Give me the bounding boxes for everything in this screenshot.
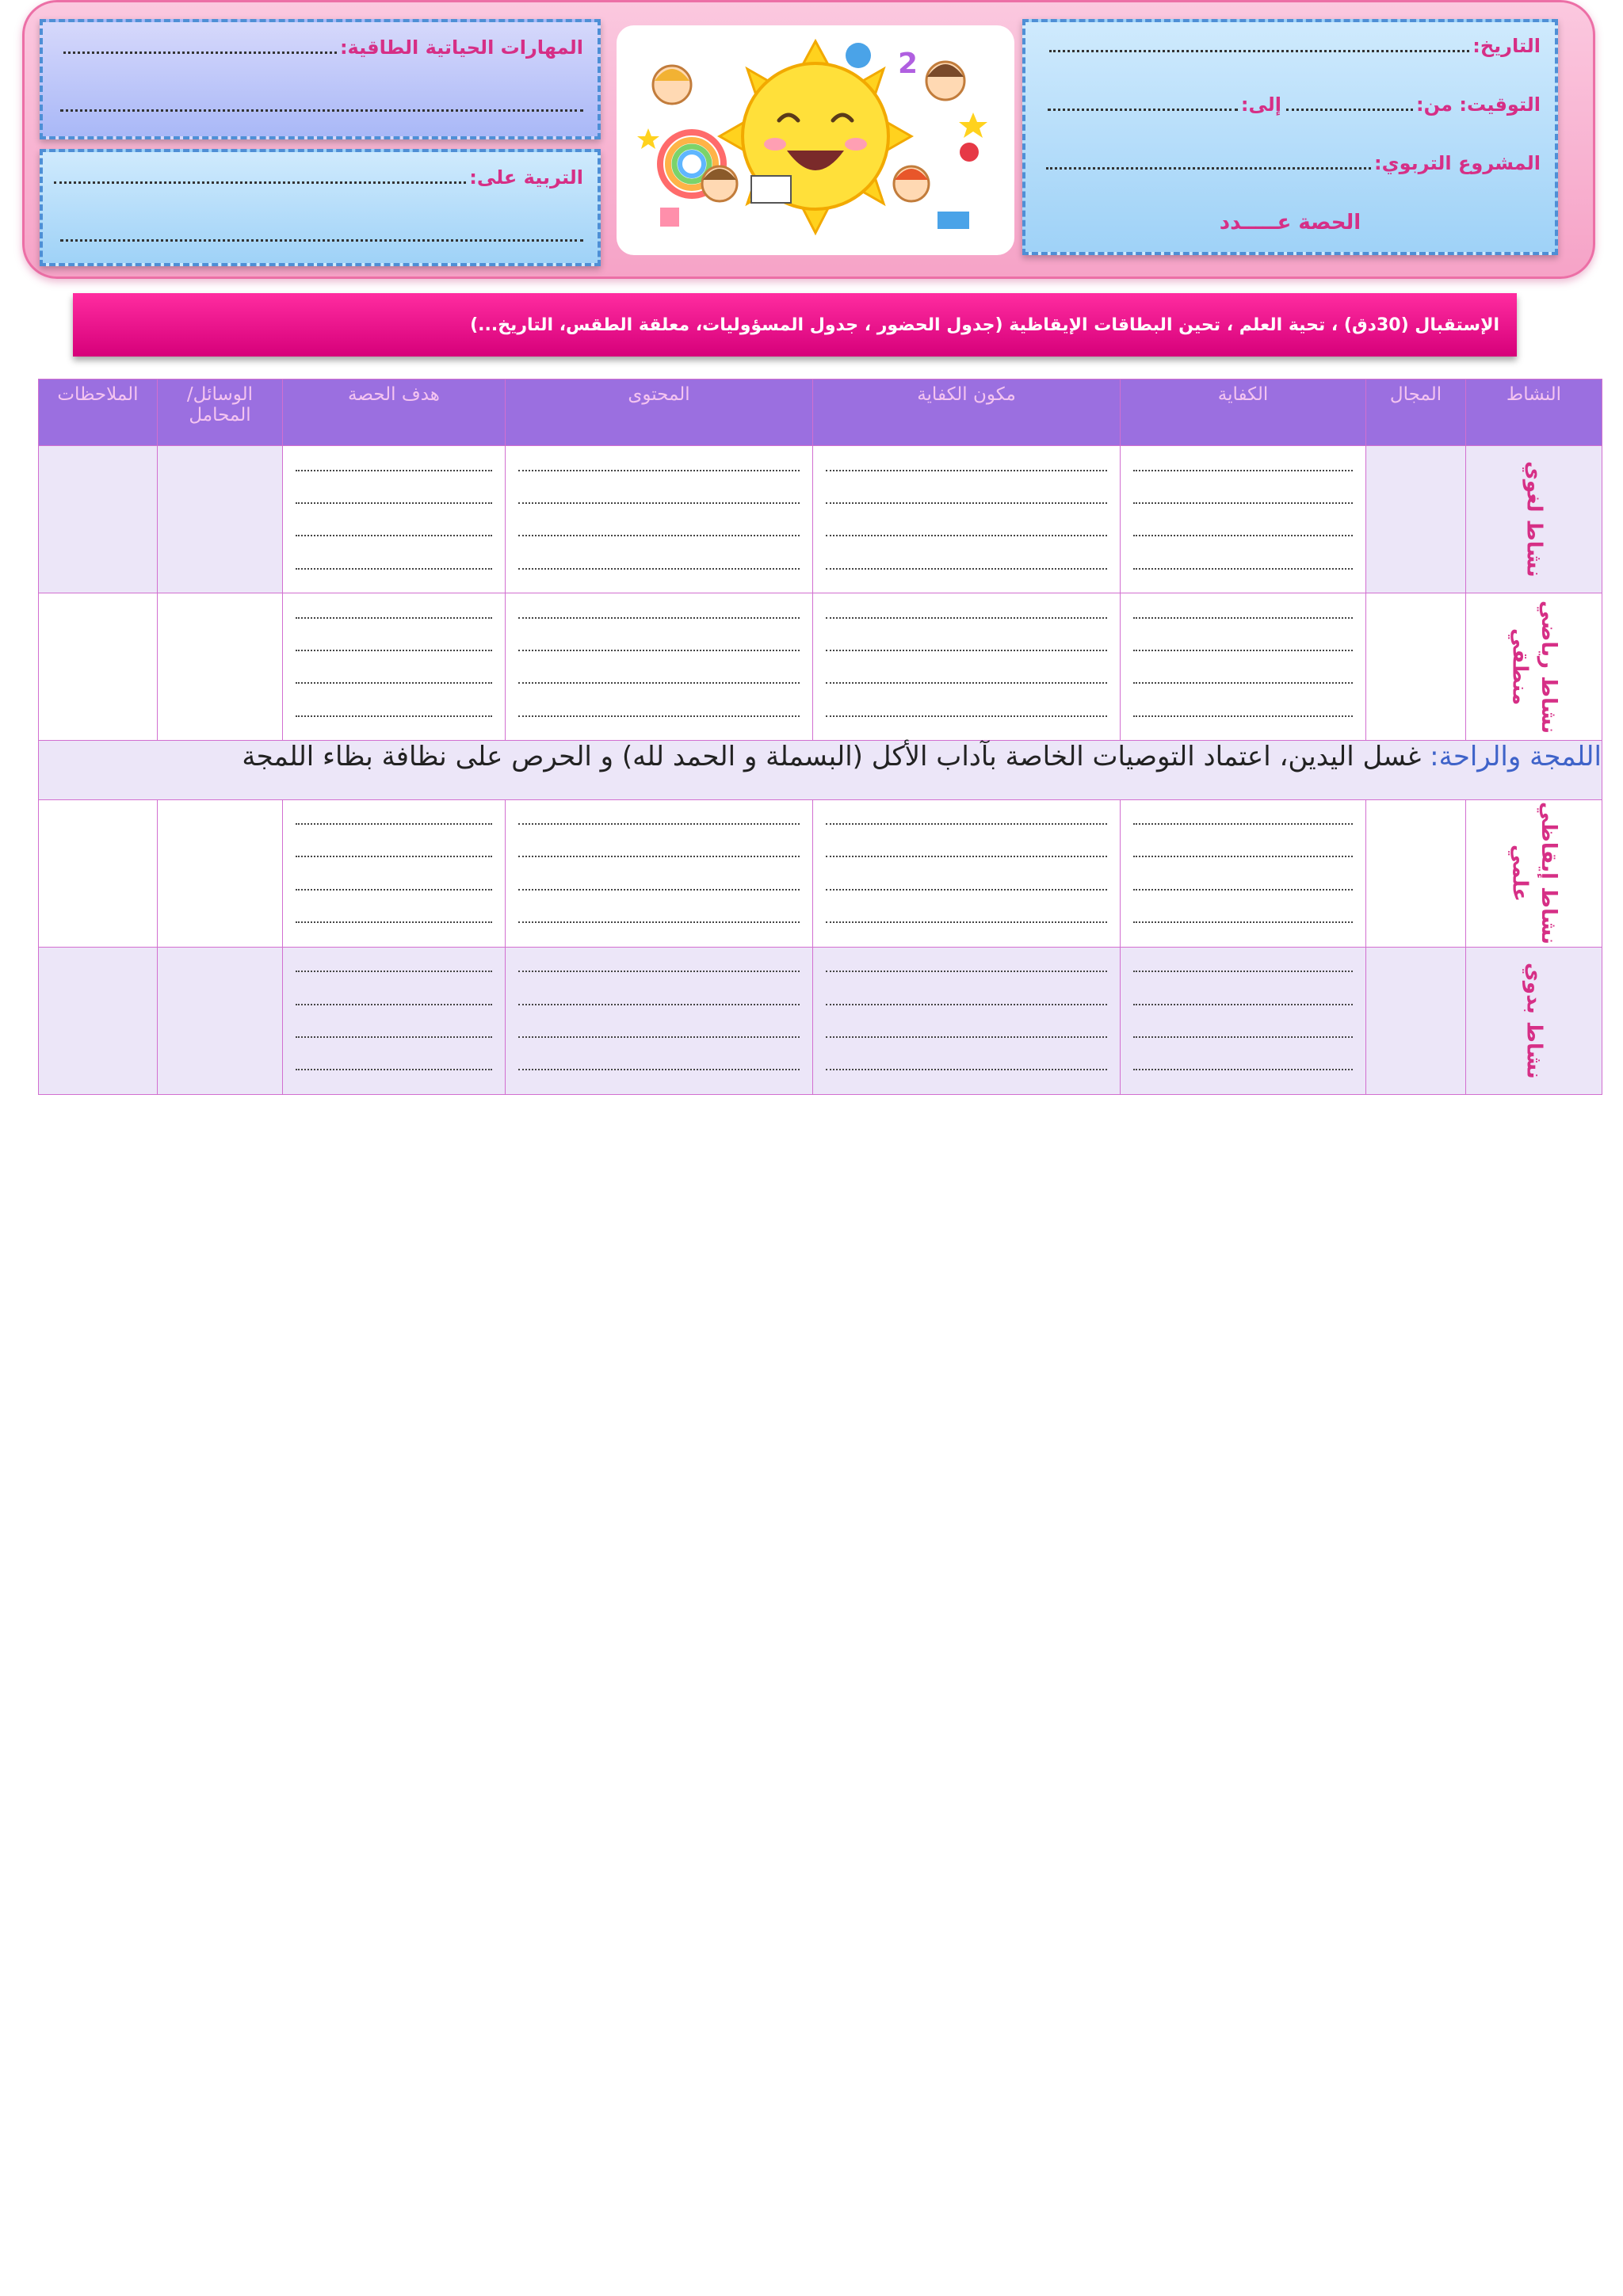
materials-cell[interactable] (158, 446, 283, 593)
rest-title: اللمجة والراحة: (1430, 741, 1602, 773)
reception-text: الإستقبال (30دق) ، تحية العلم ، تحين البطاقات الإيقاظية (جدول الحضور ، جدول المسؤوليات، معلقة الطقس، التاريخ...) (470, 315, 1499, 335)
content-cell[interactable] (506, 446, 813, 593)
competence-cell[interactable] (1121, 799, 1366, 947)
activity-label: نشاط لغوي (1522, 461, 1546, 578)
materials-cell[interactable] (158, 799, 283, 947)
domain-cell[interactable] (1366, 799, 1466, 947)
education-label: التربية على: (469, 166, 583, 189)
notes-cell[interactable] (39, 947, 158, 1094)
header-notes: الملاحظات (39, 379, 158, 446)
rest-text: غسل اليدين، اعتماد التوصيات الخاصة بآداب الأكل (البسملة و الحمد لله) و الحرص على نظافة بظاء اللمجة (242, 741, 1430, 773)
project-field[interactable] (1046, 167, 1371, 170)
life-skills-field-line-2[interactable] (60, 109, 583, 112)
header-materials: الوسائل/ المحامل (158, 379, 283, 446)
notes-cell[interactable] (39, 799, 158, 947)
table-row (39, 947, 1602, 1094)
header-domain: المجال (1366, 379, 1466, 446)
materials-cell[interactable] (158, 947, 283, 1094)
session-goal-cell[interactable] (283, 446, 506, 593)
content-cell[interactable] (506, 593, 813, 741)
date-label: التاريخ: (1472, 35, 1541, 57)
session-goal-cell[interactable] (283, 947, 506, 1094)
life-skills-field[interactable] (63, 51, 337, 54)
education-field-line-2[interactable] (60, 239, 583, 242)
table-row (39, 593, 1602, 741)
project-label: المشروع التربوي: (1374, 152, 1541, 174)
activity-label: نشاط إيقاظي علمي (1507, 802, 1560, 945)
competence-component-cell[interactable] (813, 947, 1121, 1094)
session-goal-cell[interactable] (283, 593, 506, 741)
activity-plan-table (38, 379, 1602, 1095)
competence-cell[interactable] (1121, 446, 1366, 593)
header-competence: الكفاية (1121, 379, 1366, 446)
header-session-goal: هدف الحصة (283, 379, 506, 446)
header-content: المحتوى (506, 379, 813, 446)
content-cell[interactable] (506, 947, 813, 1094)
rest-row (39, 741, 1602, 799)
reception-banner (73, 293, 1517, 357)
notes-cell[interactable] (39, 446, 158, 593)
svg-text:2: 2 (898, 48, 918, 80)
table-row (39, 799, 1602, 947)
competence-component-cell[interactable] (813, 799, 1121, 947)
education-field[interactable] (54, 181, 466, 184)
competence-cell[interactable] (1121, 593, 1366, 741)
competence-cell[interactable] (1121, 947, 1366, 1094)
education-box (40, 149, 601, 266)
header-activity: النشاط (1466, 379, 1602, 446)
domain-cell[interactable] (1366, 947, 1466, 1094)
date-field[interactable] (1049, 50, 1469, 52)
time-from-label: التوقيت: من: (1415, 93, 1541, 116)
materials-cell[interactable] (158, 593, 283, 741)
content-cell[interactable] (506, 799, 813, 947)
activity-label: نشاط بدوي (1522, 962, 1546, 1079)
time-from-field[interactable] (1286, 109, 1413, 111)
time-to-field[interactable] (1048, 109, 1238, 111)
life-skills-box (40, 19, 601, 139)
domain-cell[interactable] (1366, 593, 1466, 741)
rest-cell (39, 741, 1602, 799)
kids-sun-illustration (617, 25, 1014, 255)
kids-sun-icon (617, 25, 1014, 255)
session-goal-cell[interactable] (283, 799, 506, 947)
session-number-label: الحصة عـــــدد (1219, 211, 1361, 235)
time-to-label: إلى: (1240, 93, 1281, 116)
competence-component-cell[interactable] (813, 446, 1121, 593)
life-skills-label: المهارات الحياتية الطاقية: (339, 36, 583, 59)
session-info-box (1022, 19, 1558, 255)
header-competence-component: مكون الكفاية (813, 379, 1121, 446)
table-header-row (39, 379, 1602, 446)
table-row (39, 446, 1602, 593)
domain-cell[interactable] (1366, 446, 1466, 593)
competence-component-cell[interactable] (813, 593, 1121, 741)
activity-label: نشاط رياضي منطقي (1507, 600, 1560, 734)
notes-cell[interactable] (39, 593, 158, 741)
